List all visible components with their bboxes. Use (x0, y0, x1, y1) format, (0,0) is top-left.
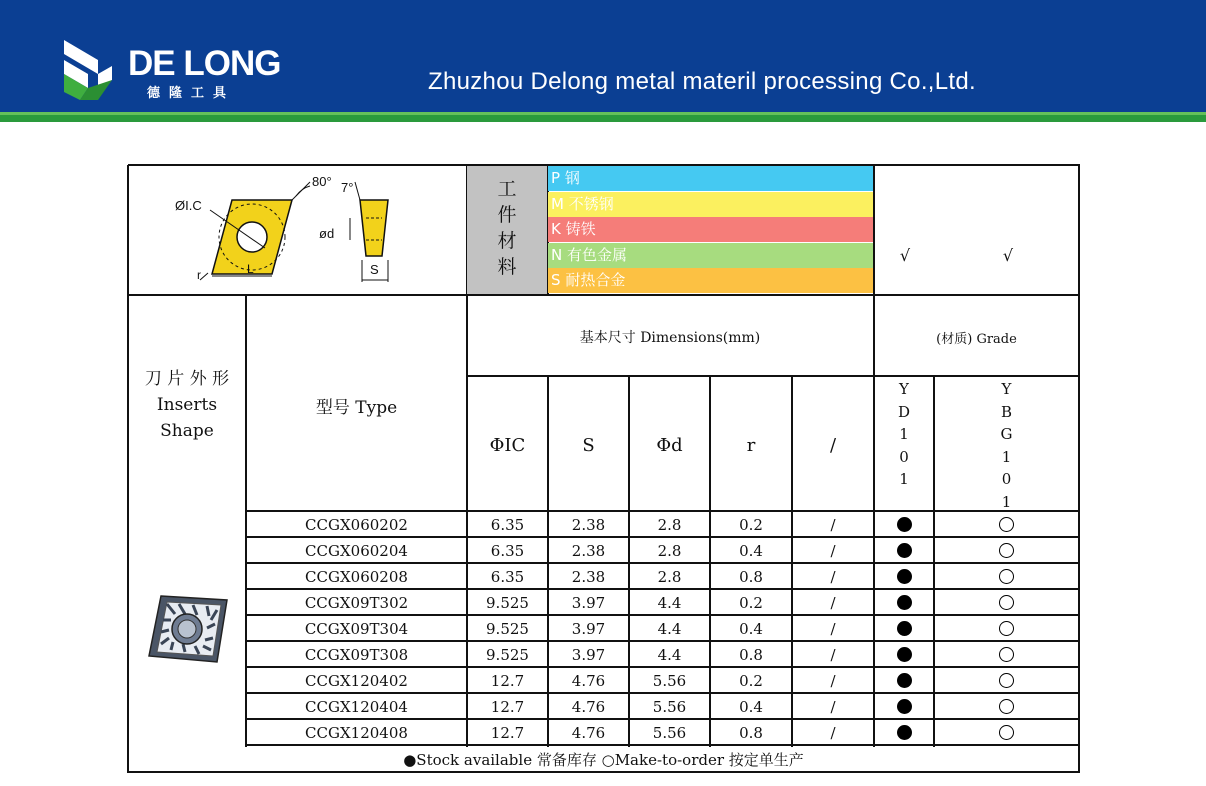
cell-ybg101 (935, 564, 1078, 589)
material-name: 钢 (564, 169, 580, 187)
grade-char: Y (899, 380, 909, 398)
type-header: 型号 Type (315, 397, 398, 418)
cell-type: CCGX120402 (305, 671, 408, 690)
grade-char: 1 (1001, 492, 1012, 511)
material-k (548, 217, 873, 242)
cell-r: 0.2 (739, 515, 763, 534)
cell-ybg101 (935, 642, 1078, 667)
cell-d: 4.4 (657, 619, 682, 638)
material-name: 铸铁 (565, 220, 596, 239)
col-slash-header: / (829, 434, 837, 456)
diagram-label-relief: 7° (341, 180, 354, 195)
col-r-header: r (746, 434, 756, 456)
grade-char: D (897, 402, 911, 421)
make-to-order-icon (999, 517, 1014, 532)
cell-yd101 (875, 564, 933, 589)
dimensions-header: 基本尺寸 Dimensions(mm) (579, 330, 761, 346)
stock-available-icon (897, 725, 912, 740)
table-rule (127, 165, 129, 773)
brand-subtitle: 德隆工具 (147, 86, 236, 101)
stock-available-icon (897, 699, 912, 714)
cell-r: 0.2 (739, 671, 763, 690)
cell-d: 2.8 (657, 567, 682, 586)
grade-char: 1 (1001, 447, 1012, 466)
material-s (548, 268, 873, 293)
cell-ic: 12.7 (490, 723, 525, 742)
cell-slash: / (830, 541, 836, 560)
cell-ybg101 (935, 590, 1078, 615)
cell-type: CCGX120404 (305, 697, 408, 716)
col-s-header: S (582, 434, 595, 456)
material-code: S (551, 271, 561, 290)
cell-slash: / (830, 619, 836, 638)
cell-slash: / (830, 697, 836, 716)
material-name: 耐热合金 (565, 271, 626, 290)
cell-slash: / (830, 515, 836, 534)
cell-yd101 (875, 616, 933, 641)
grade-char: Y (1001, 380, 1012, 398)
cell-d: 5.56 (652, 697, 687, 716)
cell-s: 2.38 (571, 515, 606, 534)
cell-ic: 12.7 (490, 697, 525, 716)
cell-yd101 (875, 720, 933, 745)
material-code: K (551, 220, 561, 239)
cell-slash: / (830, 645, 836, 664)
grade-char: 1 (899, 425, 909, 443)
make-to-order-icon (999, 595, 1014, 610)
cell-r: 0.8 (739, 567, 763, 586)
cell-s: 3.97 (571, 593, 606, 612)
cell-s: 4.76 (571, 697, 606, 716)
cell-slash: / (830, 567, 836, 586)
make-to-order-icon (999, 621, 1014, 636)
cell-s: 4.76 (571, 723, 606, 742)
cell-d: 2.8 (657, 541, 682, 560)
col-ic-header: ΦIC (489, 434, 526, 456)
make-to-order-icon (999, 725, 1014, 740)
cell-type: CCGX120408 (305, 723, 408, 742)
cell-s: 4.76 (571, 671, 606, 690)
insert-shape-header: 刀 片 外 形 Inserts Shape (144, 369, 230, 441)
diagram-label-d: ød (319, 226, 335, 241)
grade-char: 0 (899, 447, 909, 466)
cell-yd101 (875, 642, 933, 667)
cell-slash: / (830, 593, 836, 612)
cell-ic: 9.525 (486, 619, 529, 638)
work-material-label: 工 件 材 料 (497, 178, 517, 278)
cell-r: 0.8 (739, 723, 763, 742)
grade-header: (材质) Grade (936, 331, 1017, 347)
material-name: 有色金属 (567, 245, 628, 264)
stock-available-icon (897, 673, 912, 688)
material-p (548, 166, 873, 191)
material-code: N (551, 245, 563, 264)
cell-ybg101 (935, 616, 1078, 641)
cell-r: 0.4 (739, 541, 763, 560)
cell-r: 0.2 (739, 593, 763, 612)
insert-photo (145, 590, 231, 668)
diagram-label-S: S (370, 262, 379, 277)
cell-ybg101 (935, 538, 1078, 563)
cell-r: 0.8 (739, 645, 763, 664)
table-rule (467, 375, 1080, 377)
grade-char: B (1000, 402, 1012, 421)
cell-slash: / (830, 671, 836, 690)
cell-s: 3.97 (571, 619, 606, 638)
check-yd101: √ (899, 245, 911, 265)
company-name: Zhuzhou Delong metal materil processing Co.,Ltd. (428, 68, 977, 95)
cell-type: CCGX09T302 (304, 593, 409, 612)
cell-ybg101 (935, 512, 1078, 537)
cell-d: 5.56 (652, 671, 687, 690)
cell-s: 2.38 (571, 567, 606, 586)
diagram-label-r: r (197, 268, 201, 282)
grade-yd101-header (875, 378, 933, 508)
table-rule (128, 294, 1080, 296)
stock-available-icon (897, 569, 912, 584)
diagram-label-ic: ØI.C (175, 198, 202, 213)
cell-d: 4.4 (657, 645, 682, 664)
cell-ic: 6.35 (490, 567, 525, 586)
cell-type: CCGX09T308 (304, 645, 409, 664)
cell-type: CCGX060204 (305, 541, 408, 560)
material-name: 不锈钢 (568, 194, 614, 213)
cell-ic: 12.7 (490, 671, 525, 690)
cell-ybg101 (935, 668, 1078, 693)
cell-s: 2.38 (571, 541, 606, 560)
stock-available-icon (897, 595, 912, 610)
cell-yd101 (875, 590, 933, 615)
material-n (548, 243, 873, 268)
cell-yd101 (875, 512, 933, 537)
stock-available-icon (897, 647, 912, 662)
make-to-order-icon (999, 569, 1014, 584)
cell-d: 2.8 (657, 515, 682, 534)
stock-available-icon (897, 517, 912, 532)
table-rule (1078, 165, 1080, 773)
grade-ybg101-header (935, 378, 1078, 511)
diagram-label-L: L (247, 262, 254, 276)
legend: ●Stock available 常备库存 ○Make-to-order 按定单生产 (403, 751, 804, 769)
cell-type: CCGX060202 (305, 515, 408, 534)
material-m (548, 192, 873, 217)
cell-d: 4.4 (657, 593, 682, 612)
make-to-order-icon (999, 543, 1014, 558)
cell-ic: 9.525 (486, 593, 529, 612)
cell-ic: 6.35 (490, 515, 525, 534)
material-code: M (551, 194, 564, 213)
cell-yd101 (875, 538, 933, 563)
brand-name: DE LONG (128, 44, 281, 83)
cell-ybg101 (935, 720, 1078, 745)
cell-slash: / (830, 723, 836, 742)
cell-s: 3.97 (571, 645, 606, 664)
material-code: P (551, 169, 561, 187)
make-to-order-icon (999, 699, 1014, 714)
insert-dimension-diagram (150, 170, 450, 290)
make-to-order-icon (999, 647, 1014, 662)
cell-type: CCGX060208 (305, 567, 408, 586)
cell-ybg101 (935, 694, 1078, 719)
make-to-order-icon (999, 673, 1014, 688)
col-d-header: Φd (656, 434, 683, 456)
diagram-label-angle: 80° (312, 174, 332, 189)
cell-ic: 9.525 (486, 645, 529, 664)
cell-r: 0.4 (739, 619, 763, 638)
stock-available-icon (897, 621, 912, 636)
stock-available-icon (897, 543, 912, 558)
cell-type: CCGX09T304 (304, 619, 409, 638)
cell-r: 0.4 (739, 697, 763, 716)
check-ybg101: √ (1002, 245, 1014, 265)
grade-char: 1 (899, 470, 909, 488)
grade-char: G (1000, 425, 1013, 443)
cell-yd101 (875, 694, 933, 719)
cell-yd101 (875, 668, 933, 693)
cell-ic: 6.35 (490, 541, 525, 560)
cell-d: 5.56 (652, 723, 687, 742)
grade-char: 0 (1001, 470, 1012, 488)
